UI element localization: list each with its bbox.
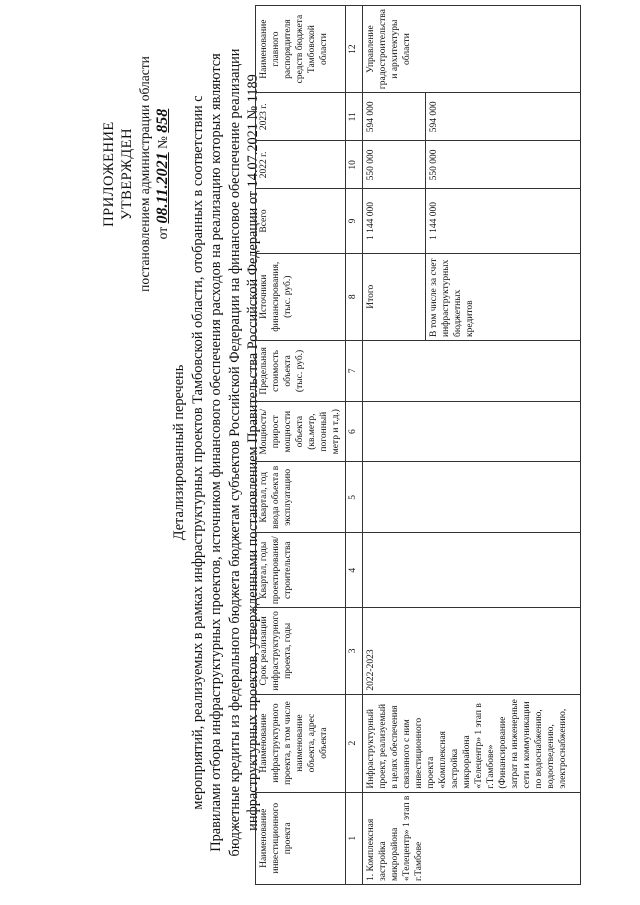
column-number: 12: [346, 6, 363, 93]
column-number: 9: [346, 189, 363, 253]
column-number: 4: [346, 533, 363, 608]
stamp-approved: УТВЕРЖДЕН: [119, 128, 135, 220]
column-number: 3: [346, 608, 363, 694]
credit-2023-cell: 594 000: [426, 93, 581, 141]
heading-line-1: мероприятий, реализуемых в рамках инфраструктурных проектов Тамбовской области, отобранных в соответствии с: [189, 95, 206, 810]
column-number: 5: [346, 462, 363, 533]
infra-project-cell: Инфраструктурный проект, реализуемый в целях обеспечения связанного с ним инвестиционного проекта «Комплексная застройка микрорайона «Телецентр» 1 этап в г.Тамбове» (Финансирование затрат на инженерные сети и коммуникации по водоснабжению, водоотведению, электроснабжению,: [363, 694, 581, 792]
design-quarter-cell: [363, 533, 581, 608]
cost-limit-cell: [363, 340, 581, 401]
heading-line-4: инфраструктурных проектов, утвержденными постановлением Правительства Российской Федерации от 14.07.2021 № 1189: [245, 74, 261, 831]
column-number: 2: [346, 694, 363, 792]
header-cell: Предельная стоимость объекта (тыс. руб.): [256, 340, 346, 401]
term-cell: 2022-2023: [363, 608, 581, 694]
header-cell: 2022 г.: [256, 141, 346, 189]
header-cell: Срок реализации инфраструктурного проекта, годы: [256, 608, 346, 694]
heading-title: Детализированный перечень: [171, 364, 187, 541]
header-cell: Квартал, год ввода объекта в эксплуатацию: [256, 462, 346, 533]
source-total-cell: Итого: [363, 253, 426, 340]
commission-quarter-cell: [363, 462, 581, 533]
heading-line-3: бюджетные кредиты из федерального бюджета бюджетам субъектов Российской Федерации на финансовое обеспечение реализации: [226, 48, 243, 857]
approval-stamp: [100, 24, 172, 324]
credit-2022-cell: 550 000: [426, 141, 581, 189]
table-number-row: [346, 6, 363, 885]
header-cell: Наименование главного распорядителя средств бюджета Тамбовской области: [256, 6, 346, 93]
header-cell: Источники финансирования, (тыс. руб.): [256, 253, 346, 340]
column-number: 1: [346, 792, 363, 884]
stamp-appendix: ПРИЛОЖЕНИЕ: [101, 121, 117, 227]
header-cell: Наименование инфраструктурного проекта, в том числе наименование объекта, адрес объекта: [256, 694, 346, 792]
table-row: [363, 6, 426, 885]
heading-line-2: Правилами отбора инфраструктурных проектов, источником финансового обеспечения расходов на реализацию которых являются: [208, 53, 224, 852]
column-number: 10: [346, 141, 363, 189]
year-2022-cell: 550 000: [363, 141, 426, 189]
header-cell: Квартал, годы проектирования/строительства: [256, 533, 346, 608]
stamp-number: 858: [154, 108, 171, 133]
credit-total-cell: 1 144 000: [426, 189, 581, 253]
header-cell: Мощность/прирост мощности объекта (кв.метр, погонный метр и т.д.): [256, 401, 346, 462]
column-number: 6: [346, 401, 363, 462]
projects-table: [255, 5, 581, 885]
stamp-decree: постановлением администрации области: [137, 56, 152, 292]
header-cell: Всего: [256, 189, 346, 253]
capacity-cell: [363, 401, 581, 462]
table-header-row: [256, 6, 346, 885]
total-cell: 1 144 000: [363, 189, 426, 253]
column-number: 8: [346, 253, 363, 340]
document-heading: [170, 20, 263, 885]
column-number: 7: [346, 340, 363, 401]
header-cell: 2023 г.: [256, 93, 346, 141]
year-2023-cell: 594 000: [363, 93, 426, 141]
stamp-date: 08.11.2021: [154, 152, 171, 224]
source-credit-cell: В том числе за счет инфраструктурных бюджетных кредитов: [426, 253, 581, 340]
column-number: 11: [346, 93, 363, 141]
header-cell: Наименование инвестиционного проекта: [256, 792, 346, 884]
project-name-cell: 1. Комплексная застройка микрорайона «Телецентр» 1 этап в г.Тамбове: [363, 792, 581, 884]
stamp-date-line: от 08.11.2021 № 858: [154, 108, 171, 240]
manager-cell: Управление градостроительства и архитектуры области: [363, 6, 581, 93]
